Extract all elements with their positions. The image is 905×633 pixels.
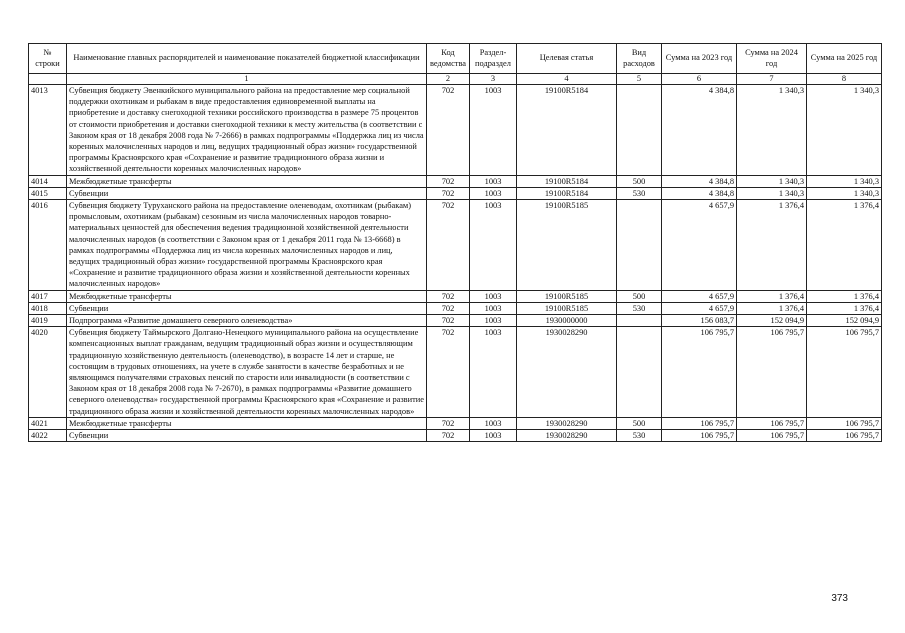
table-row [29, 290, 882, 302]
row-sum-2024: 1 376,4 [737, 290, 807, 302]
row-sum-2024: 106 795,7 [737, 417, 807, 429]
header-expense-type: Вид расходов [617, 44, 662, 74]
column-number: 4 [517, 74, 617, 85]
row-dept-code: 702 [427, 175, 470, 187]
row-expense-type: 500 [617, 290, 662, 302]
row-section: 1003 [470, 187, 517, 199]
row-number: 4020 [29, 327, 67, 418]
row-expense-type: 500 [617, 417, 662, 429]
column-number: 6 [662, 74, 737, 85]
row-section: 1003 [470, 175, 517, 187]
row-expense-type: 530 [617, 430, 662, 442]
row-sum-2023: 4 384,8 [662, 175, 737, 187]
row-sum-2023: 106 795,7 [662, 327, 737, 418]
row-dept-code: 702 [427, 187, 470, 199]
header-dept-code: Код ведомства [427, 44, 470, 74]
row-expense-type: 530 [617, 187, 662, 199]
row-name: Субвенция бюджету Эвенкийского муниципального района на предоставление мер социальной поддержки охотникам и рыбакам в виде предоставления единовременной выплаты на приобретение и доставку снегоходной техники российского производства в размере 75 процентов от стоимости приобретения и доставки снегоходной техники к месту жительства (в соответствии с Законом края от 18 декабря 2008 года № 7-2666) в рамках подпрограммы «Поддержка лиц из числа коренных малочисленных народов и лиц, ведущих традиционный образ жизни» государственной программы Красноярского края «Сохранение и развитие традиционного образа жизни и хозяйственной деятельности коренных малочисленных народов» [67, 85, 427, 176]
row-sum-2024: 1 340,3 [737, 187, 807, 199]
row-sum-2024: 106 795,7 [737, 327, 807, 418]
row-number: 4017 [29, 290, 67, 302]
row-expense-type [617, 85, 662, 176]
row-sum-2023: 4 657,9 [662, 200, 737, 291]
row-expense-type: 530 [617, 302, 662, 314]
row-sum-2025: 1 340,3 [807, 85, 882, 176]
row-sum-2025: 152 094,9 [807, 315, 882, 327]
column-number: 7 [737, 74, 807, 85]
row-section: 1003 [470, 290, 517, 302]
row-sum-2025: 1 376,4 [807, 302, 882, 314]
budget-table [28, 43, 882, 442]
row-sum-2025: 106 795,7 [807, 430, 882, 442]
table-row [29, 85, 882, 176]
column-number: 3 [470, 74, 517, 85]
column-number [29, 74, 67, 85]
row-number: 4022 [29, 430, 67, 442]
row-expense-type [617, 315, 662, 327]
row-sum-2023: 4 384,8 [662, 187, 737, 199]
row-section: 1003 [470, 315, 517, 327]
row-section: 1003 [470, 85, 517, 176]
row-target-article: 1930028290 [517, 417, 617, 429]
row-section: 1003 [470, 430, 517, 442]
row-sum-2023: 156 083,7 [662, 315, 737, 327]
row-sum-2025: 106 795,7 [807, 327, 882, 418]
table-row [29, 302, 882, 314]
row-sum-2024: 1 376,4 [737, 302, 807, 314]
row-number: 4019 [29, 315, 67, 327]
header-sum-2025: Сумма на 2025 год [807, 44, 882, 74]
row-name: Субвенции [67, 302, 427, 314]
row-target-article: 19100R5184 [517, 175, 617, 187]
row-target-article: 19100R5185 [517, 302, 617, 314]
row-dept-code: 702 [427, 430, 470, 442]
row-sum-2024: 106 795,7 [737, 430, 807, 442]
column-number-row [29, 74, 882, 85]
column-number: 5 [617, 74, 662, 85]
row-section: 1003 [470, 200, 517, 291]
row-dept-code: 702 [427, 327, 470, 418]
row-name: Межбюджетные трансферты [67, 175, 427, 187]
row-sum-2024: 1 376,4 [737, 200, 807, 291]
row-dept-code: 702 [427, 85, 470, 176]
table-row [29, 175, 882, 187]
table-row [29, 430, 882, 442]
row-target-article: 19100R5184 [517, 85, 617, 176]
row-name: Субвенции [67, 187, 427, 199]
table-row [29, 327, 882, 418]
row-sum-2023: 4 657,9 [662, 290, 737, 302]
column-number: 2 [427, 74, 470, 85]
header-name: Наименование главных распорядителей и наименование показателей бюджетной классификации [67, 44, 427, 74]
row-name: Субвенция бюджету Туруханского района на предоставление оленеводам, охотникам (рыбакам) промысловым, охотникам (рыбакам) сезонным из числа малочисленных народов товарно-материальных ценностей для обеспечения ведения традиционной хозяйственной деятельности малочисленных народов (в соответствии с Законом края от 1 декабря 2011 года № 13-6668) в рамках подпрограммы «Поддержка лиц из числа коренных малочисленных народов и лиц, ведущих традиционный образ жизни» государственной программы Красноярского края «Сохранение и развитие традиционного образа жизни и хозяйственной деятельности коренных малочисленных народов» [67, 200, 427, 291]
row-sum-2025: 1 340,3 [807, 187, 882, 199]
row-dept-code: 702 [427, 302, 470, 314]
row-target-article: 1930028290 [517, 327, 617, 418]
row-dept-code: 702 [427, 417, 470, 429]
row-section: 1003 [470, 417, 517, 429]
header-row-number: № строки [29, 44, 67, 74]
row-name: Подпрограмма «Развитие домашнего северного оленеводства» [67, 315, 427, 327]
row-dept-code: 702 [427, 315, 470, 327]
row-name: Межбюджетные трансферты [67, 417, 427, 429]
row-target-article: 19100R5185 [517, 200, 617, 291]
row-sum-2024: 1 340,3 [737, 175, 807, 187]
row-section: 1003 [470, 302, 517, 314]
row-sum-2023: 4 657,9 [662, 302, 737, 314]
row-sum-2025: 1 376,4 [807, 290, 882, 302]
row-expense-type [617, 327, 662, 418]
row-number: 4013 [29, 85, 67, 176]
row-target-article: 19100R5185 [517, 290, 617, 302]
row-number: 4014 [29, 175, 67, 187]
row-sum-2023: 106 795,7 [662, 430, 737, 442]
row-target-article: 1930000000 [517, 315, 617, 327]
row-sum-2023: 4 384,8 [662, 85, 737, 176]
row-number: 4021 [29, 417, 67, 429]
row-number: 4016 [29, 200, 67, 291]
row-sum-2025: 1 340,3 [807, 175, 882, 187]
column-number: 1 [67, 74, 427, 85]
row-target-article: 1930028290 [517, 430, 617, 442]
table-row [29, 417, 882, 429]
row-dept-code: 702 [427, 200, 470, 291]
table-body [29, 85, 882, 442]
table-row [29, 315, 882, 327]
row-target-article: 19100R5184 [517, 187, 617, 199]
row-name: Субвенция бюджету Таймырского Долгано-Ненецкого муниципального района на осуществление компенсационных выплат гражданам, ведущим традиционный образ жизни и осуществляющим традиционную хозяйственную деятельность (оленеводство), в возрасте 14 лет и старше, не состоящим в трудовых отношениях, на учете в службе занятости в качестве безработных и не являющимся получателями страховых пенсий по старости или инвалидности (в соответствии с Законом края от 18 декабря 2008 года № 7-2670), в рамках подпрограммы «Развитие домашнего северного оленеводства» государственной программы Красноярского края «Сохранение и развитие традиционного образа жизни и хозяйственной деятельности коренных малочисленных народов» [67, 327, 427, 418]
row-section: 1003 [470, 327, 517, 418]
table-row [29, 187, 882, 199]
header-sum-2023: Сумма на 2023 год [662, 44, 737, 74]
header-section: Раздел-подраздел [470, 44, 517, 74]
header-target-article: Целевая статья [517, 44, 617, 74]
row-sum-2025: 1 376,4 [807, 200, 882, 291]
row-number: 4018 [29, 302, 67, 314]
header-sum-2024: Сумма на 2024 год [737, 44, 807, 74]
row-expense-type: 500 [617, 175, 662, 187]
row-expense-type [617, 200, 662, 291]
table-row [29, 200, 882, 291]
table-header [29, 44, 882, 85]
row-dept-code: 702 [427, 290, 470, 302]
row-number: 4015 [29, 187, 67, 199]
row-sum-2023: 106 795,7 [662, 417, 737, 429]
row-name: Межбюджетные трансферты [67, 290, 427, 302]
column-number: 8 [807, 74, 882, 85]
row-sum-2024: 1 340,3 [737, 85, 807, 176]
page-number: 373 [831, 593, 848, 604]
header-row [29, 44, 882, 74]
row-name: Субвенции [67, 430, 427, 442]
row-sum-2025: 106 795,7 [807, 417, 882, 429]
row-sum-2024: 152 094,9 [737, 315, 807, 327]
